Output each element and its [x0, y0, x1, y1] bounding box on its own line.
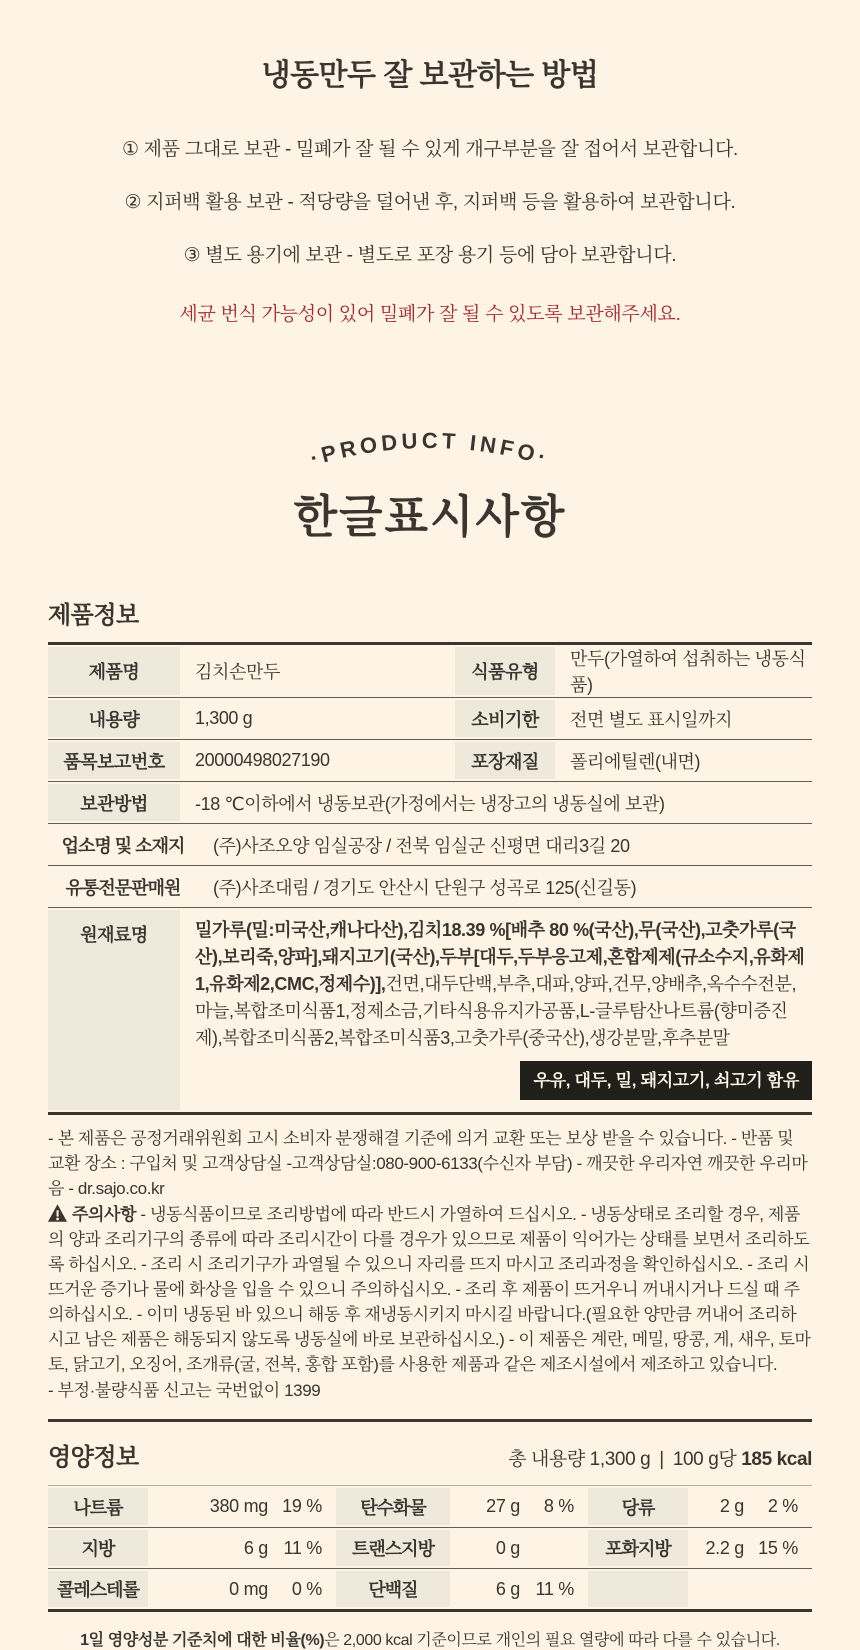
fat-amount: 6 g [243, 1537, 268, 1558]
nutrition-summary [508, 1444, 812, 1471]
table-row [48, 1527, 812, 1568]
allergy-badge-row [195, 1061, 812, 1100]
product-detail-section [48, 595, 812, 1115]
nutrition-heading: 영양정보 [48, 1444, 139, 1471]
nutrient-empty [588, 1569, 812, 1609]
nutrition-section [48, 1419, 812, 1650]
korean-labeling-title: 한글표시사항 [293, 491, 567, 542]
distributor-value: (주)사조대림 / 경기도 안산시 단원구 성곡로 125(신길동) [213, 877, 637, 898]
saturated-fat-amount: 2.2 g [705, 1537, 744, 1558]
caution-title: 주의사항 [72, 1205, 137, 1224]
nutrient-trans-fat [336, 1528, 588, 1568]
packaging-value: 폴리에틸렌(내면) [570, 751, 701, 772]
table-row [48, 697, 812, 739]
protein-dv: 11 % [535, 1578, 574, 1599]
protein-amount: 6 g [495, 1578, 520, 1599]
table-row [48, 645, 812, 697]
storage-guide-title: 냉동만두 잘 보관하는 방법 [261, 59, 599, 92]
empty-dv [744, 1569, 812, 1609]
trans-fat-dv [520, 1528, 588, 1568]
food-type-label: 식품유형 [455, 647, 555, 695]
table-row [48, 865, 812, 907]
carbs-dv: 8 % [543, 1496, 574, 1516]
carbs-amount: 27 g [486, 1496, 520, 1516]
fat-dv: 11 % [283, 1537, 322, 1558]
sodium-dv: 19 % [282, 1496, 322, 1516]
product-info-arc [270, 418, 590, 478]
sugars-dv: 2 % [767, 1496, 798, 1516]
ingredients-sub: 건면,대두단백,부추,대파,양파,건무,양배추,옥수수전분,마늘,복합조미식품1,정제소금,기타식용유지가공품,L-글루탐산나트륨(향미증진제),복합조미식품2,복합조미식품3,고춧가루(중국산),생강분말,후추분말 [195, 974, 797, 1048]
product-name-label: 제품명 [48, 647, 180, 695]
protein-label: 단백질 [336, 1571, 450, 1607]
fat-label: 지방 [48, 1530, 148, 1566]
nutrient-saturated-fat [588, 1528, 812, 1568]
trans-fat-label: 트랜스지방 [336, 1530, 450, 1566]
nutrition-per-100g: 100 g당 [672, 1449, 737, 1470]
packaging-label: 포장재질 [455, 742, 555, 779]
caution-notice [48, 1202, 812, 1377]
nutrition-kcal: 185 kcal [741, 1449, 812, 1470]
nutrition-table [48, 1485, 812, 1612]
table-row [48, 781, 812, 823]
food-type-value: 만두(가열하여 섭취하는 냉동식품) [570, 649, 806, 695]
manufacturer-label: 업소명 및 소재지 [61, 835, 185, 856]
exchange-notice: - 본 제품은 공정거래위원회 고시 소비자 분쟁해결 기준에 의거 교환 또는 보상 받을 수 있습니다. - 반품 및 교환 장소 : 구입처 및 고객상담실 -고객상담실:080-900-6133(수신자 부담) - 깨끗한 우리자연 깨끗한 우리마음 - dr.sajo.co.kr [48, 1129, 808, 1198]
saturated-fat-label: 포화지방 [588, 1530, 688, 1566]
nutrition-summary-separator: | [659, 1449, 664, 1470]
empty-label [588, 1571, 688, 1607]
svg-text:·PRODUCT INFO· [307, 428, 553, 471]
nutrition-header [48, 1437, 812, 1472]
net-weight-value: 1,300 g [195, 708, 253, 728]
nutrient-carbs [336, 1486, 588, 1527]
warning-icon [48, 1204, 67, 1222]
table-row [48, 823, 812, 865]
storage-method-value: -18 ℃이하에서 냉동보관(가정에서는 냉장고의 냉동실에 보관) [195, 793, 665, 814]
storage-method-label: 보관방법 [48, 784, 180, 821]
report-number-label: 품목보고번호 [48, 742, 180, 779]
storage-guide-section [48, 0, 812, 326]
storage-guide-item-1: ① 제품 그대로 보관 - 밀폐가 잘 될 수 있게 개구부분을 잘 접어서 보관합니다. [121, 139, 739, 160]
nutrient-sodium [48, 1486, 336, 1527]
product-name-value: 김치손만두 [195, 662, 280, 682]
storage-guide-list [48, 134, 812, 267]
empty-amount [688, 1569, 744, 1609]
trans-fat-amount: 0 g [495, 1537, 520, 1558]
storage-guide-item-2: ② 지퍼백 활용 보관 - 적당량을 덜어낸 후, 지퍼백 등을 활용하여 보관합니다. [124, 192, 736, 213]
caution-body: - 냉동식품이므로 조리방법에 따라 반드시 가열하여 드십시오. - 냉동상태로 조리할 경우, 제품의 양과 조리기구의 종류에 따라 조리시간이 다를 경우가 있으므로 제품이 익어가는 상태를 보면서 조리하도록 하십시오. - 조리 시 조리기구가 과열될 수 있으니 자리를 뜨지 마시고 조리과정을 확인하십시오. - 조리 시 뜨거운 증기나 물에 화상을 입을 수 있으니 주의하십시오. - 조리 후 제품이 뜨거우니 꺼내시거나 드실 때 주의하십시오. - 이미 냉동된 바 있으니 해동 후 재냉동시키지 마시길 바랍니다.(필요한 양만큼 꺼내어 조리하시고 남은 제품은 해동되지 않도록 냉동실에 바로 보관하십시오.) - 이 제품은 계란, 메밀, 땅콩, 게, 새우, 토마토, 닭고기, 오징어, 조개류(굴, 전복, 홍합 포함)를 사용한 제품과 같은 제조시설에서 제조하고 있습니다. [48, 1205, 811, 1374]
expiry-label: 소비기한 [455, 700, 555, 737]
carbs-label: 탄수화물 [336, 1488, 450, 1525]
notices-section [48, 1126, 812, 1403]
cholesterol-dv: 0 % [291, 1578, 322, 1599]
product-info-header [48, 418, 812, 545]
net-weight-label: 내용량 [48, 700, 180, 737]
cholesterol-amount: 0 mg [229, 1578, 268, 1599]
nutrient-sugars [588, 1486, 812, 1527]
product-detail-table [48, 642, 812, 1115]
nutrition-total-weight: 총 내용량 1,300 g [508, 1449, 651, 1470]
table-row [48, 1486, 812, 1527]
saturated-fat-dv: 15 % [758, 1537, 798, 1558]
report-hotline: - 부정·불량식품 신고는 국번없이 1399 [48, 1381, 321, 1400]
allergy-badge: 우유, 대두, 밀, 돼지고기, 쇠고기 함유 [520, 1061, 812, 1100]
product-detail-heading: 제품정보 [48, 602, 139, 629]
ingredients-value [180, 908, 812, 1112]
storage-guide-warning: 세균 번식 가능성이 있어 밀폐가 잘 될 수 있도록 보관해주세요. [179, 304, 681, 325]
ingredients-main: 밀가루(밀:미국산,캐나다산),김치18.39 %[배추 80 %(국산),무(국산),고춧가루(국산),보리죽,양파],돼지고기(국산),두부[대두,두부응고제,혼합제제(규소수지,유화제1,유화제2,CMC,정제수)], [195, 920, 805, 994]
table-row [48, 739, 812, 781]
storage-guide-item-3: ③ 별도 용기에 보관 - 별도로 포장 용기 등에 담아 보관합니다. [183, 245, 677, 266]
ingredients-label: 원재료명 [48, 910, 180, 1110]
nutrition-footnote-bold: 1일 영양성분 기준치에 대한 비율(%) [80, 1632, 325, 1649]
report-number-value: 20000498027190 [195, 750, 330, 770]
nutrition-footnote-rest: 은 2,000 kcal 기준이므로 개인의 필요 열량에 따라 다를 수 있습니다. [324, 1632, 780, 1649]
sugars-label: 당류 [588, 1488, 688, 1525]
nutrient-fat [48, 1528, 336, 1568]
table-row [48, 907, 812, 1112]
cholesterol-label: 콜레스테롤 [48, 1571, 148, 1607]
sugars-amount: 2 g [719, 1496, 744, 1516]
distributor-label: 유통전문판매원 [65, 877, 181, 898]
nutrition-footnote [48, 1627, 812, 1650]
sodium-label: 나트륨 [48, 1488, 148, 1525]
table-row [48, 1568, 812, 1609]
manufacturer-value: (주)사조오양 임실공장 / 전북 임실군 신평면 대리3길 20 [213, 835, 630, 856]
nutrient-protein [336, 1569, 588, 1609]
nutrient-cholesterol [48, 1569, 336, 1609]
product-info-eyebrow: ·PRODUCT INFO· [307, 427, 553, 471]
expiry-value: 전면 별도 표시일까지 [570, 709, 733, 730]
sodium-amount: 380 mg [209, 1496, 268, 1516]
